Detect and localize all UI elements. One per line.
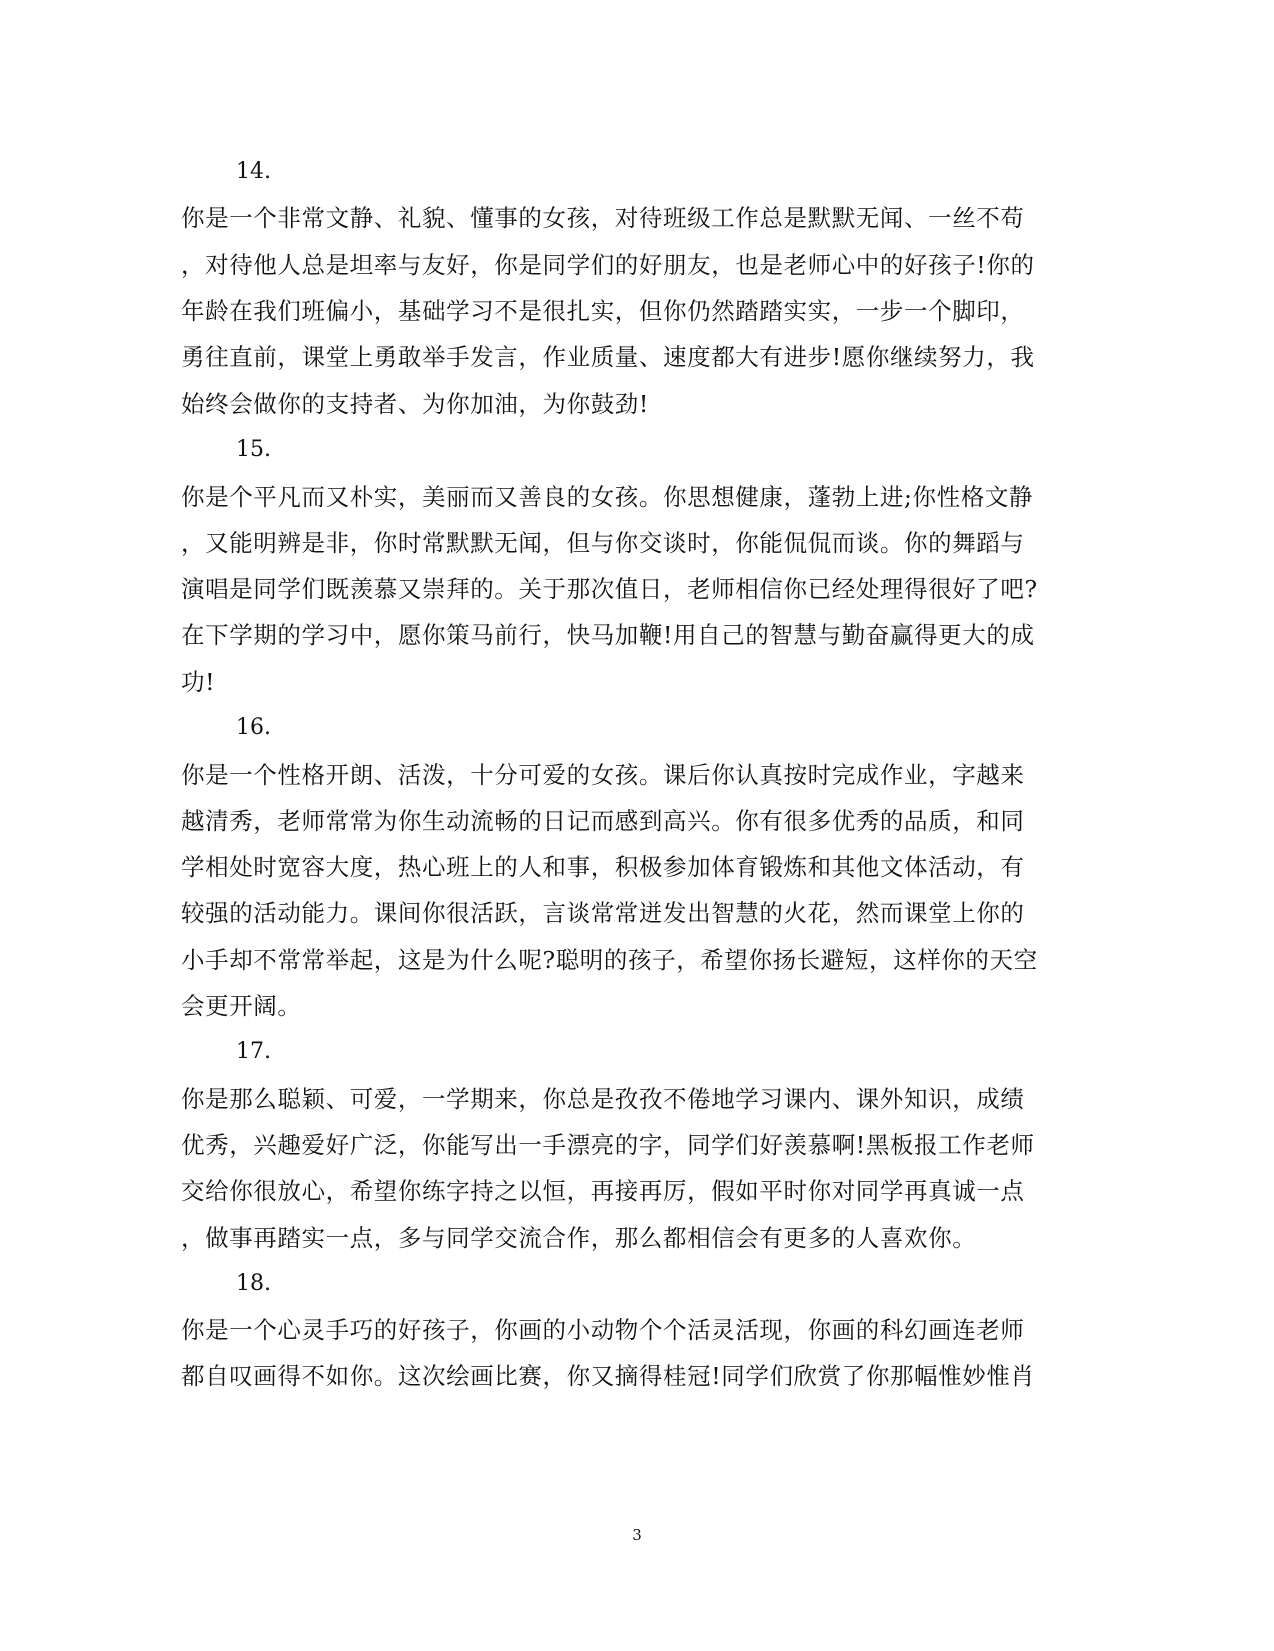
- entry-line: 你是一个心灵手巧的好孩子，你画的小动物个个活灵活现，你画的科幻画连老师: [181, 1316, 1025, 1344]
- entry-line: 都自叹画得不如你。这次绘画比赛，你又摘得桂冠!同学们欣赏了你那幅惟妙惟肖: [181, 1362, 1035, 1390]
- entry-line: 学相处时宽容大度，热心班上的人和事，积极参加体育锻炼和其他文体活动，有: [181, 853, 1025, 881]
- entry-number: 16.: [236, 715, 271, 740]
- entry-line: 勇往直前，课堂上勇敢举手发言，作业质量、速度都大有进步!愿你继续努力，我: [181, 343, 1035, 371]
- entry-line: 你是一个非常文静、礼貌、懂事的女孩，对待班级工作总是默默无闻、一丝不苟: [181, 204, 1025, 232]
- entry-line: 会更开阔。: [181, 992, 302, 1020]
- entry-line: ，又能明辨是非，你时常默默无闻，但与你交谈时，你能侃侃而谈。你的舞蹈与: [181, 529, 1025, 557]
- entry-line: 优秀，兴趣爱好广泛，你能写出一手漂亮的字，同学们好羡慕啊!黑板报工作老师: [181, 1131, 1035, 1159]
- entry-line: 你是一个性格开朗、活泼，十分可爱的女孩。课后你认真按时完成作业，字越来: [181, 761, 1025, 789]
- entry-line: 越清秀，老师常常为你生动流畅的日记而感到高兴。你有很多优秀的品质，和同: [181, 807, 1025, 835]
- entry-line: 演唱是同学们既羡慕又崇拜的。关于那次值日，老师相信你已经处理得很好了吧?: [181, 575, 1038, 603]
- entry-line: ，对待他人总是坦率与友好，你是同学们的好朋友，也是老师心中的好孩子!你的: [181, 251, 1035, 279]
- entry-number: 15.: [236, 437, 271, 462]
- entry-line: 小手却不常常举起，这是为什么呢?聪明的孩子，希望你扬长避短，这样你的天空: [181, 946, 1038, 974]
- entry-number: 14.: [236, 159, 271, 184]
- entry-line: 较强的活动能力。课间你很活跃，言谈常常迸发出智慧的火花，然而课堂上你的: [181, 899, 1025, 927]
- entry-line: 始终会做你的支持者、为你加油，为你鼓劲!: [181, 390, 649, 418]
- entry-number: 18.: [236, 1271, 271, 1296]
- entry-line: 交给你很放心，希望你练字持之以恒，再接再厉，假如平时你对同学再真诚一点: [181, 1177, 1025, 1205]
- entry-line: 在下学期的学习中，愿你策马前行，快马加鞭!用自己的智慧与勤奋赢得更大的成: [181, 621, 1035, 649]
- entry-line: 年龄在我们班偏小，基础学习不是很扎实，但你仍然踏踏实实，一步一个脚印，: [181, 297, 1025, 325]
- entry-line: 你是个平凡而又朴实，美丽而又善良的女孩。你思想健康，蓬勃上进;你性格文静: [181, 483, 1034, 511]
- entry-number: 17.: [236, 1039, 271, 1064]
- page-number: 3: [632, 1526, 642, 1544]
- entry-line: 你是那么聪颖、可爱，一学期来，你总是孜孜不倦地学习课内、课外知识，成绩: [181, 1085, 1025, 1113]
- entry-line: 功!: [181, 668, 216, 696]
- entry-line: ，做事再踏实一点，多与同学交流合作，那么都相信会有更多的人喜欢你。: [181, 1224, 977, 1252]
